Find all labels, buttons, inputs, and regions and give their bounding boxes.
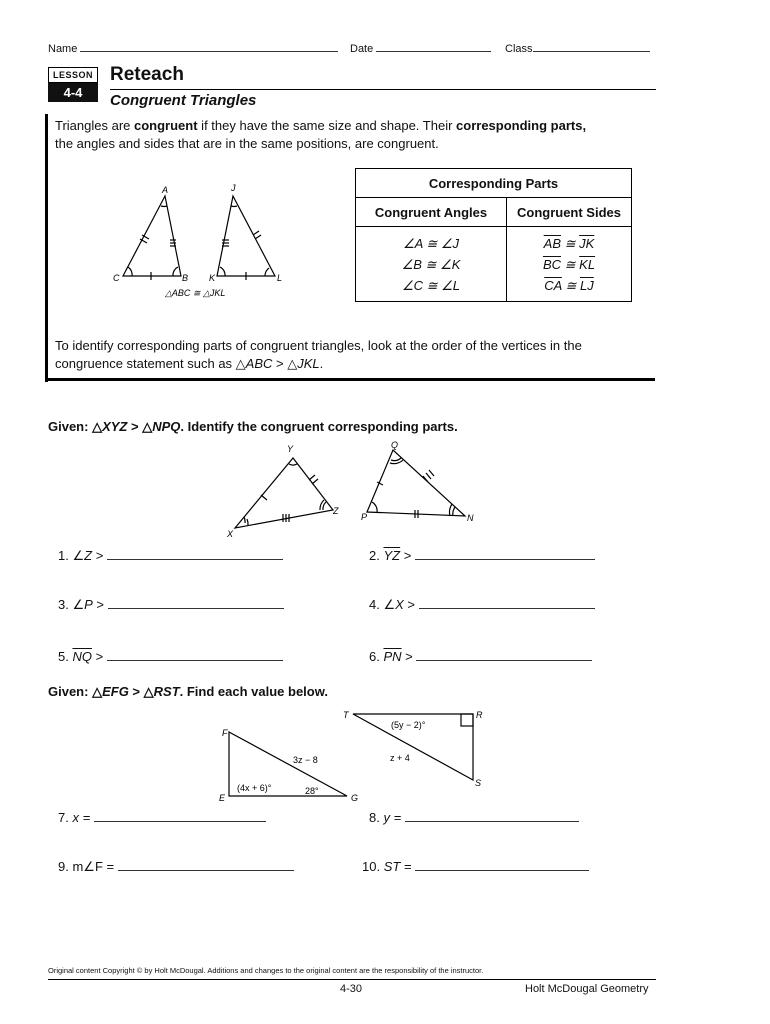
identify-line1: To identify corresponding parts of congruent triangles, look at the order of the vertices in the xyxy=(55,338,582,353)
label-a: A xyxy=(162,185,169,195)
box-bottom-rule xyxy=(45,378,655,381)
expr-efg-angle: (4x + 6)° xyxy=(237,783,272,793)
triangles-abc-jkl-figure xyxy=(105,182,305,302)
angle-g-value: 28° xyxy=(305,786,319,796)
given-1-heading: Given: △XYZ > △NPQ. Identify the congruent corresponding parts. xyxy=(48,419,458,434)
question-4: 4. ∠X > xyxy=(369,597,595,613)
angle-pair: ∠C ≅ ∠L xyxy=(401,277,461,293)
label-z: Z xyxy=(333,506,339,516)
label-x: X xyxy=(227,529,234,539)
figure1-caption: △ABC ≅ △JKL xyxy=(165,288,226,298)
answer-blank[interactable] xyxy=(107,550,283,560)
given-2-heading: Given: △EFG > △RST. Find each value below. xyxy=(48,684,328,699)
col-congruent-sides: Congruent Sides xyxy=(507,198,632,227)
question-5: 5. $\overline{NQ}$ > xyxy=(58,649,283,664)
question-1: 1. ∠Z > xyxy=(58,548,283,564)
intro-text-a: Triangles are xyxy=(55,118,134,133)
label-b: B xyxy=(182,273,189,283)
label-r: R xyxy=(476,710,483,720)
question-9: 9. m∠F = xyxy=(58,859,294,875)
label-j: J xyxy=(231,183,236,193)
label-f: F xyxy=(222,728,228,738)
intro-text-c: the angles and sides that are in the same positions, are congruent. xyxy=(55,136,439,151)
lesson-badge xyxy=(48,67,98,102)
question-10: 10. ST = xyxy=(362,859,589,874)
triangles-efg-rst-figure xyxy=(215,708,495,804)
label-l: L xyxy=(277,273,283,283)
title-rule xyxy=(110,89,656,90)
box-left-rule xyxy=(45,114,48,382)
label-g: G xyxy=(351,793,359,803)
book-title: Holt McDougal Geometry xyxy=(525,983,649,995)
name-field[interactable] xyxy=(48,42,338,55)
intro-bold-congruent: congruent xyxy=(134,118,198,133)
intro-paragraph xyxy=(55,117,650,153)
answer-blank[interactable] xyxy=(94,812,266,822)
angles-cell xyxy=(356,227,507,302)
date-field[interactable] xyxy=(350,42,491,55)
expr-rst-angle: (5y − 2)° xyxy=(391,720,426,730)
intro-text-b: if they have the same size and shape. Their xyxy=(197,118,457,133)
label-y: Y xyxy=(287,444,294,454)
side-pair: $\overline{AB}$ ≅ $\overline{JK}$ xyxy=(543,235,595,251)
col-congruent-angles: Congruent Angles xyxy=(356,198,507,227)
label-e: E xyxy=(219,793,226,803)
answer-blank[interactable] xyxy=(405,812,579,822)
angle-pair: ∠B ≅ ∠K xyxy=(401,256,461,272)
table-caption: Corresponding Parts xyxy=(356,169,632,198)
answer-blank[interactable] xyxy=(118,861,294,871)
angle-pair: ∠A ≅ ∠J xyxy=(402,235,460,251)
page-subtitle: Congruent Triangles xyxy=(110,92,257,109)
triangles-xyz-npq-figure xyxy=(225,440,485,540)
expr-efg-side: 3z − 8 xyxy=(293,755,318,765)
label-q: Q xyxy=(391,440,399,450)
lesson-number: 4-4 xyxy=(48,83,98,102)
footer-rule xyxy=(48,979,656,980)
question-7: 7. x = xyxy=(58,810,266,825)
label-t: T xyxy=(343,710,349,720)
answer-blank[interactable] xyxy=(415,550,595,560)
lesson-label: LESSON xyxy=(48,67,98,83)
sides-cell xyxy=(507,227,632,302)
question-2: 2. $\overline{YZ}$ > xyxy=(369,548,595,563)
intro-bold-corresponding: corresponding parts, xyxy=(456,118,587,133)
page-number: 4-30 xyxy=(340,983,363,995)
answer-blank[interactable] xyxy=(419,599,595,609)
label-s: S xyxy=(475,778,482,788)
question-3: 3. ∠P > xyxy=(58,597,284,613)
label-p: P xyxy=(361,512,368,522)
answer-blank[interactable] xyxy=(107,651,283,661)
question-8: 8. y = xyxy=(369,810,579,825)
label-k: K xyxy=(209,273,216,283)
copyright-notice: Original content Copyright © by Holt McDougal. Additions and changes to the original content are the responsibility of the instructor. xyxy=(48,966,484,975)
answer-blank[interactable] xyxy=(416,651,592,661)
side-pair: $\overline{BC}$ ≅ $\overline{KL}$ xyxy=(542,256,596,272)
corresponding-parts-table xyxy=(355,168,632,302)
label-n: N xyxy=(467,513,474,523)
class-label: Class xyxy=(505,43,533,55)
class-field[interactable] xyxy=(505,42,650,55)
side-pair: $\overline{CA}$ ≅ $\overline{LJ}$ xyxy=(544,277,594,293)
answer-blank[interactable] xyxy=(108,599,284,609)
name-label: Name xyxy=(48,43,78,55)
question-6: 6. $\overline{PN}$ > xyxy=(369,649,592,664)
label-c: C xyxy=(113,273,120,283)
identify-paragraph: To identify corresponding parts of congruent triangles, look at the order of the vertices in the congruence statement such as △ABC > △JKL. xyxy=(55,338,582,371)
expr-rst-side: z + 4 xyxy=(390,753,410,763)
date-label: Date xyxy=(350,43,374,55)
answer-blank[interactable] xyxy=(415,861,589,871)
page-title: Reteach xyxy=(110,64,184,85)
